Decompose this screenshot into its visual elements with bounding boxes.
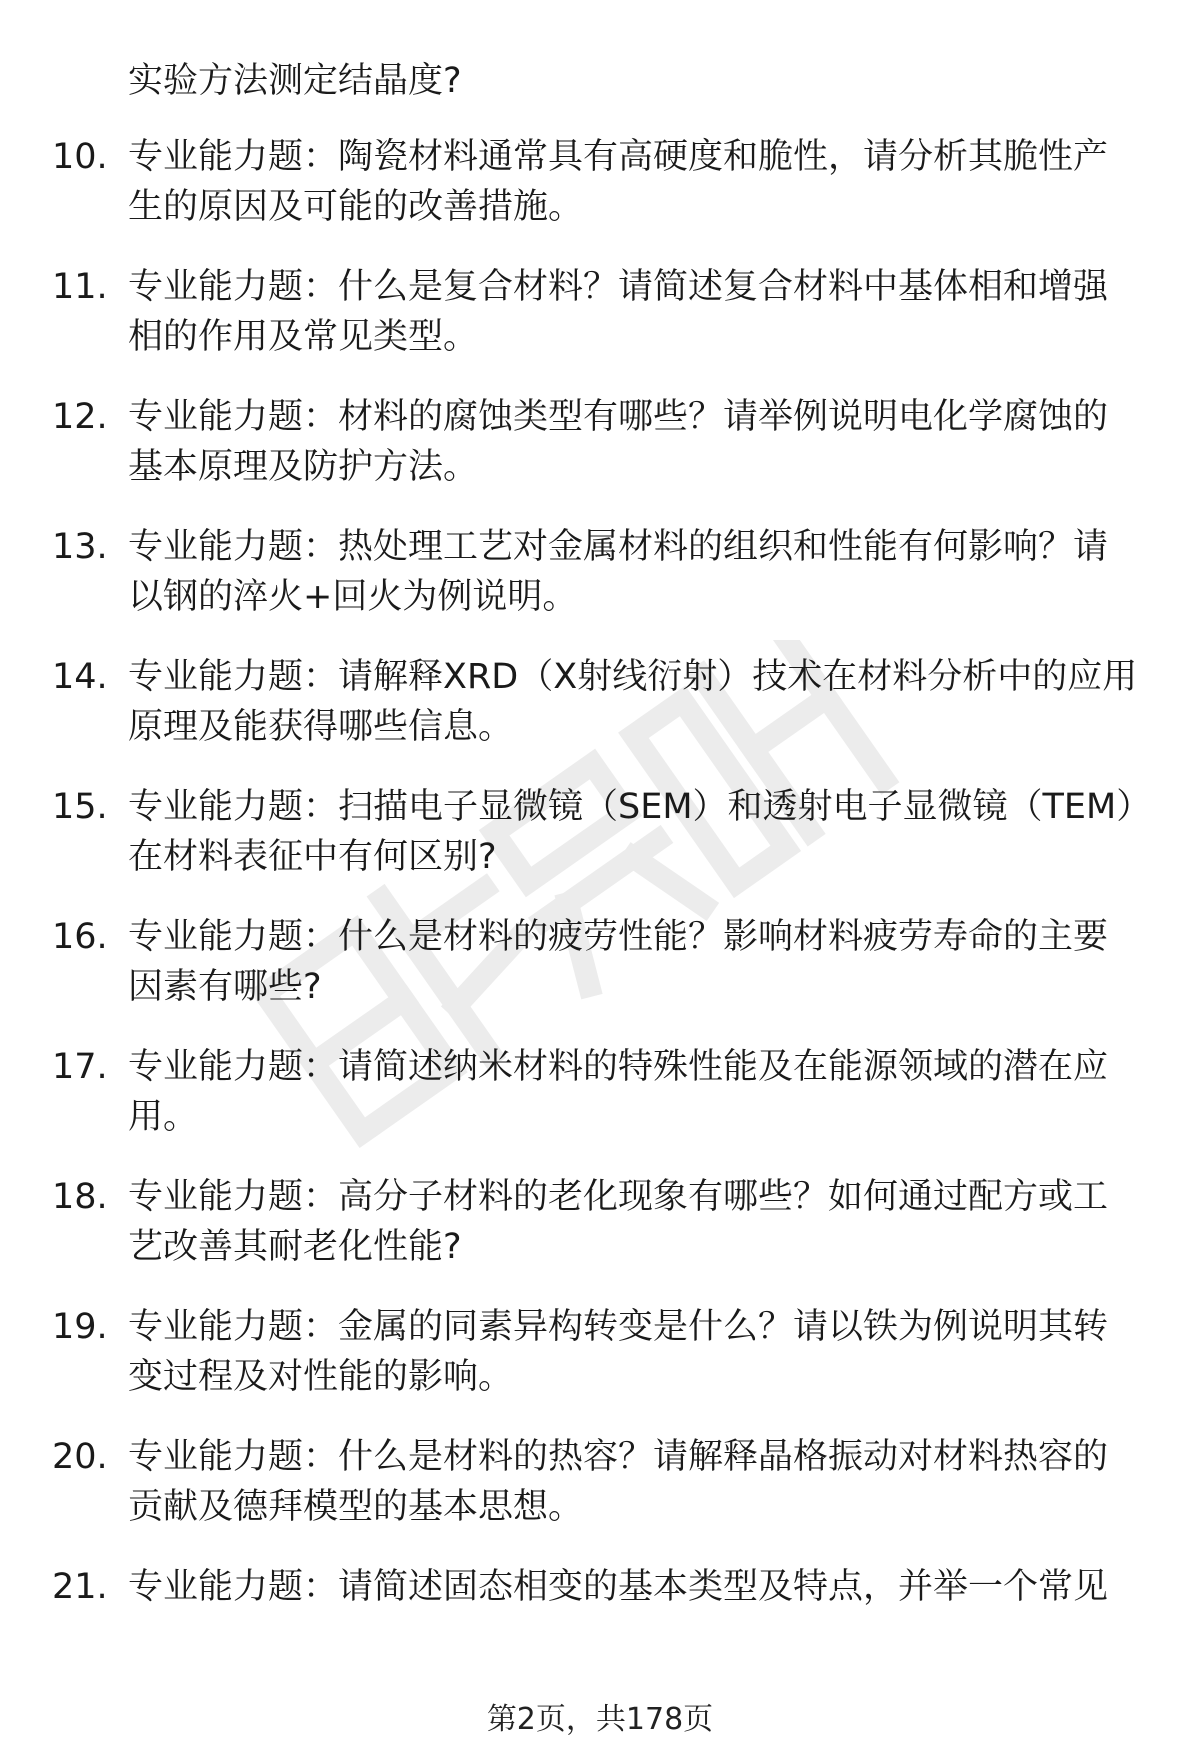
question-list xyxy=(0,132,1200,1692)
question-text: 专业能力题：金属的同素异构转变是什么？请以铁为例说明其转变过程及对性能的影响。 xyxy=(128,1307,1109,1397)
question-number: 18. xyxy=(52,1177,108,1217)
question-number: 17. xyxy=(52,1047,108,1087)
page-footer: 第2页，共178页 xyxy=(486,1702,714,1737)
question-number: 16. xyxy=(52,917,108,957)
list-item xyxy=(0,1432,1200,1562)
list-item xyxy=(0,262,1200,392)
question-number: 15. xyxy=(52,787,108,827)
question-text: 专业能力题：扫描电子显微镜（SEM）和透射电子显微镜（TEM）在材料表征中有何区别? xyxy=(128,787,1134,877)
question-text: 专业能力题：请解释XRD（X射线衍射）技术在材料分析中的应用原理及能获得哪些信息。 xyxy=(128,657,1138,747)
list-item xyxy=(0,782,1200,912)
list-item xyxy=(0,912,1200,1042)
question-number: 14. xyxy=(52,657,108,697)
question-text: 专业能力题：请简述纳米材料的特殊性能及在能源领域的潜在应用。 xyxy=(128,1047,1109,1137)
question-text: 专业能力题：请简述固态相变的基本类型及特点，并举一个常见 xyxy=(128,1567,1109,1607)
list-item xyxy=(0,1042,1200,1172)
question-number: 13. xyxy=(52,527,108,567)
list-item xyxy=(0,1562,1200,1692)
question-number: 11. xyxy=(52,267,108,307)
question-number: 21. xyxy=(52,1567,108,1607)
question-text: 专业能力题：热处理工艺对金属材料的组织和性能有何影响？请以钢的淬火+回火为例说明。 xyxy=(128,527,1109,617)
list-item xyxy=(0,132,1200,262)
question-number: 10. xyxy=(52,137,108,177)
question-number: 12. xyxy=(52,397,108,437)
question-text: 专业能力题：高分子材料的老化现象有哪些？如何通过配方或工艺改善其耐老化性能? xyxy=(128,1177,1109,1267)
list-item xyxy=(0,1172,1200,1302)
question-text: 专业能力题：什么是复合材料？请简述复合材料中基体相和增强相的作用及常见类型。 xyxy=(128,267,1109,357)
list-item xyxy=(0,522,1200,652)
list-item xyxy=(0,652,1200,782)
question-number: 19. xyxy=(52,1307,108,1347)
question-text: 专业能力题：什么是材料的热容？请解释晶格振动对材料热容的贡献及德拜模型的基本思想。 xyxy=(128,1437,1109,1527)
question-text: 专业能力题：陶瓷材料通常具有高硬度和脆性，请分析其脆性产生的原因及可能的改善措施。 xyxy=(128,137,1109,227)
question-text: 专业能力题：材料的腐蚀类型有哪些？请举例说明电化学腐蚀的基本原理及防护方法。 xyxy=(128,397,1109,487)
list-item xyxy=(0,392,1200,522)
continuation-line: 实验方法测定结晶度? xyxy=(128,61,462,101)
question-number: 20. xyxy=(52,1437,108,1477)
list-item xyxy=(0,1302,1200,1432)
question-text: 专业能力题：什么是材料的疲劳性能？影响材料疲劳寿命的主要因素有哪些? xyxy=(128,917,1109,1007)
